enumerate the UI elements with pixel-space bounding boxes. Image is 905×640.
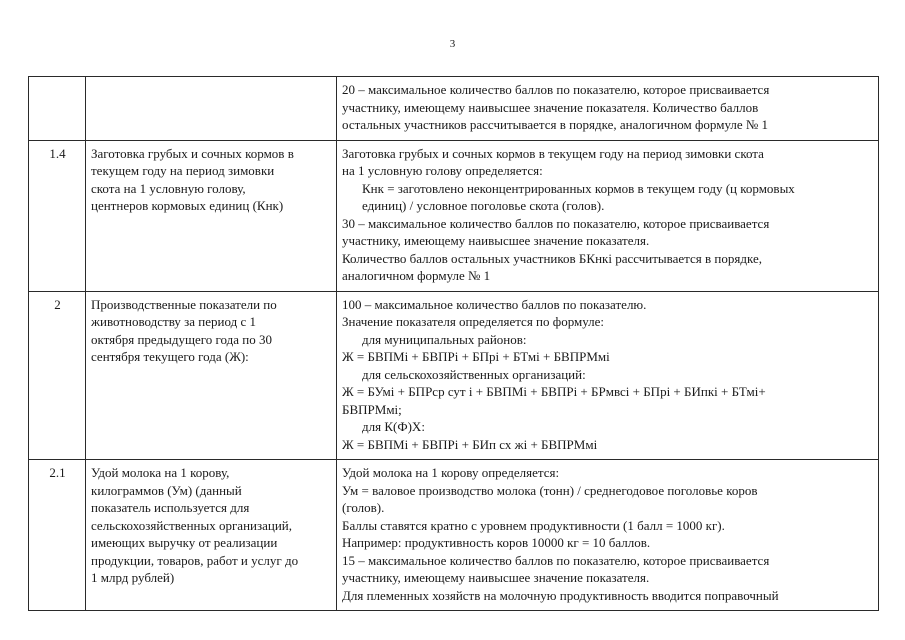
indicator-name-line: показатель используется для: [91, 500, 250, 515]
indicator-name-line: октября предыдущего года по 30: [91, 331, 273, 347]
description-line: 30 – максимальное количество баллов по показателю, которое присваивается: [342, 215, 770, 231]
calculation-description: [337, 460, 879, 611]
item-number: 1.4: [29, 140, 86, 291]
description-line: БВПРМмi;: [342, 401, 402, 417]
table-row: [29, 291, 879, 460]
description-line: Баллы ставятся кратно с уровнем продуктивности (1 балл = 1000 кг).: [342, 517, 725, 533]
description-line: единиц) / условное поголовье скота (голов).: [362, 198, 605, 213]
description-line: Заготовка грубых и сочных кормов в текущем году на период зимовки скота: [342, 145, 764, 161]
indicator-name-line: скота на 1 условную голову,: [91, 180, 246, 196]
description-line: Количество баллов остальных участников БКнкi рассчитывается в порядке,: [342, 250, 762, 266]
item-number: 2: [29, 291, 86, 460]
indicator-name-line: имеющих выручку от реализации: [91, 535, 278, 550]
description-line: Значение показателя определяется по формуле:: [342, 314, 605, 329]
table-row: [29, 460, 879, 611]
table-row: [29, 140, 879, 291]
description-line: остальных участников рассчитывается в порядке, аналогичном формуле № 1: [342, 117, 769, 132]
indicator-name-line: продукции, товаров, работ и услуг до: [91, 552, 299, 568]
indicator-name-line: сельскохозяйственных организаций,: [91, 517, 293, 533]
description-line: участнику, имеющему наивысшее значение показателя.: [342, 570, 650, 585]
description-line: для муниципальных районов:: [362, 331, 527, 347]
item-number: [29, 77, 86, 141]
indicator-name-line: сентября текущего года (Ж):: [91, 349, 249, 364]
description-line: 100 – максимальное количество баллов по показателю.: [342, 296, 647, 312]
indicator-name-line: центнеров кормовых единиц (Кнк): [91, 198, 284, 213]
indicator-name-line: 1 млрд рублей): [91, 570, 175, 585]
description-line: для сельскохозяйственных организаций:: [362, 366, 586, 382]
page-number: 3: [449, 38, 456, 50]
description-line: Например: продуктивность коров 10000 кг = 10 баллов.: [342, 535, 651, 550]
description-line: Удой молока на 1 корову определяется:: [342, 465, 560, 480]
description-line: участнику, имеющему наивысшее значение показателя.: [342, 233, 650, 248]
description-line: для К(Ф)Х:: [362, 419, 425, 434]
indicator-name-line: килограммов (Ум) (данный: [91, 482, 242, 498]
description-line: на 1 условную голову определяется:: [342, 163, 543, 178]
calculation-description: [337, 77, 879, 141]
description-line: аналогичном формуле № 1: [342, 268, 491, 283]
table-row: [29, 77, 879, 141]
indicator-name-line: текущем году на период зимовки: [91, 163, 275, 178]
description-line: участнику, имеющему наивысшее значение показателя. Количество баллов: [342, 99, 759, 115]
calculation-description: [337, 291, 879, 460]
item-number: 2.1: [29, 460, 86, 611]
description-line: Ж = БВПМi + БВПРi + БПрi + БТмi + БВПРМмi: [342, 349, 610, 364]
description-line: Для племенных хозяйств на молочную продуктивность вводится поправочный: [342, 587, 779, 603]
indicator-name: [86, 140, 337, 291]
description-line: Ум = валовое производство молока (тонн) / среднегодовое поголовье коров: [342, 482, 758, 498]
criteria-table: [28, 76, 879, 611]
indicator-name-line: Заготовка грубых и сочных кормов в: [91, 145, 294, 161]
description-line: Ж = БУмi + БПРср сут i + БВПМi + БВПРi + БРмвсi + БПрi + БИпкi + БТмi+: [342, 384, 766, 399]
description-line: 15 – максимальное количество баллов по показателю, которое присваивается: [342, 552, 770, 568]
calculation-description: [337, 140, 879, 291]
indicator-name-line: Производственные показатели по: [91, 296, 277, 312]
description-line: (голов).: [342, 500, 385, 515]
indicator-name: [86, 460, 337, 611]
description-line: Ж = БВПМi + БВПРi + БИп сх жi + БВПРМмi: [342, 436, 598, 452]
description-line: 20 – максимальное количество баллов по показателю, которое присваивается: [342, 82, 770, 97]
indicator-name-line: Удой молока на 1 корову,: [91, 465, 230, 480]
description-line: Кнк = заготовлено неконцентрированных кормов в текущем году (ц кормовых: [362, 180, 795, 196]
indicator-name-line: животноводству за период с 1: [91, 314, 256, 329]
indicator-name: [86, 77, 337, 141]
indicator-name: [86, 291, 337, 460]
